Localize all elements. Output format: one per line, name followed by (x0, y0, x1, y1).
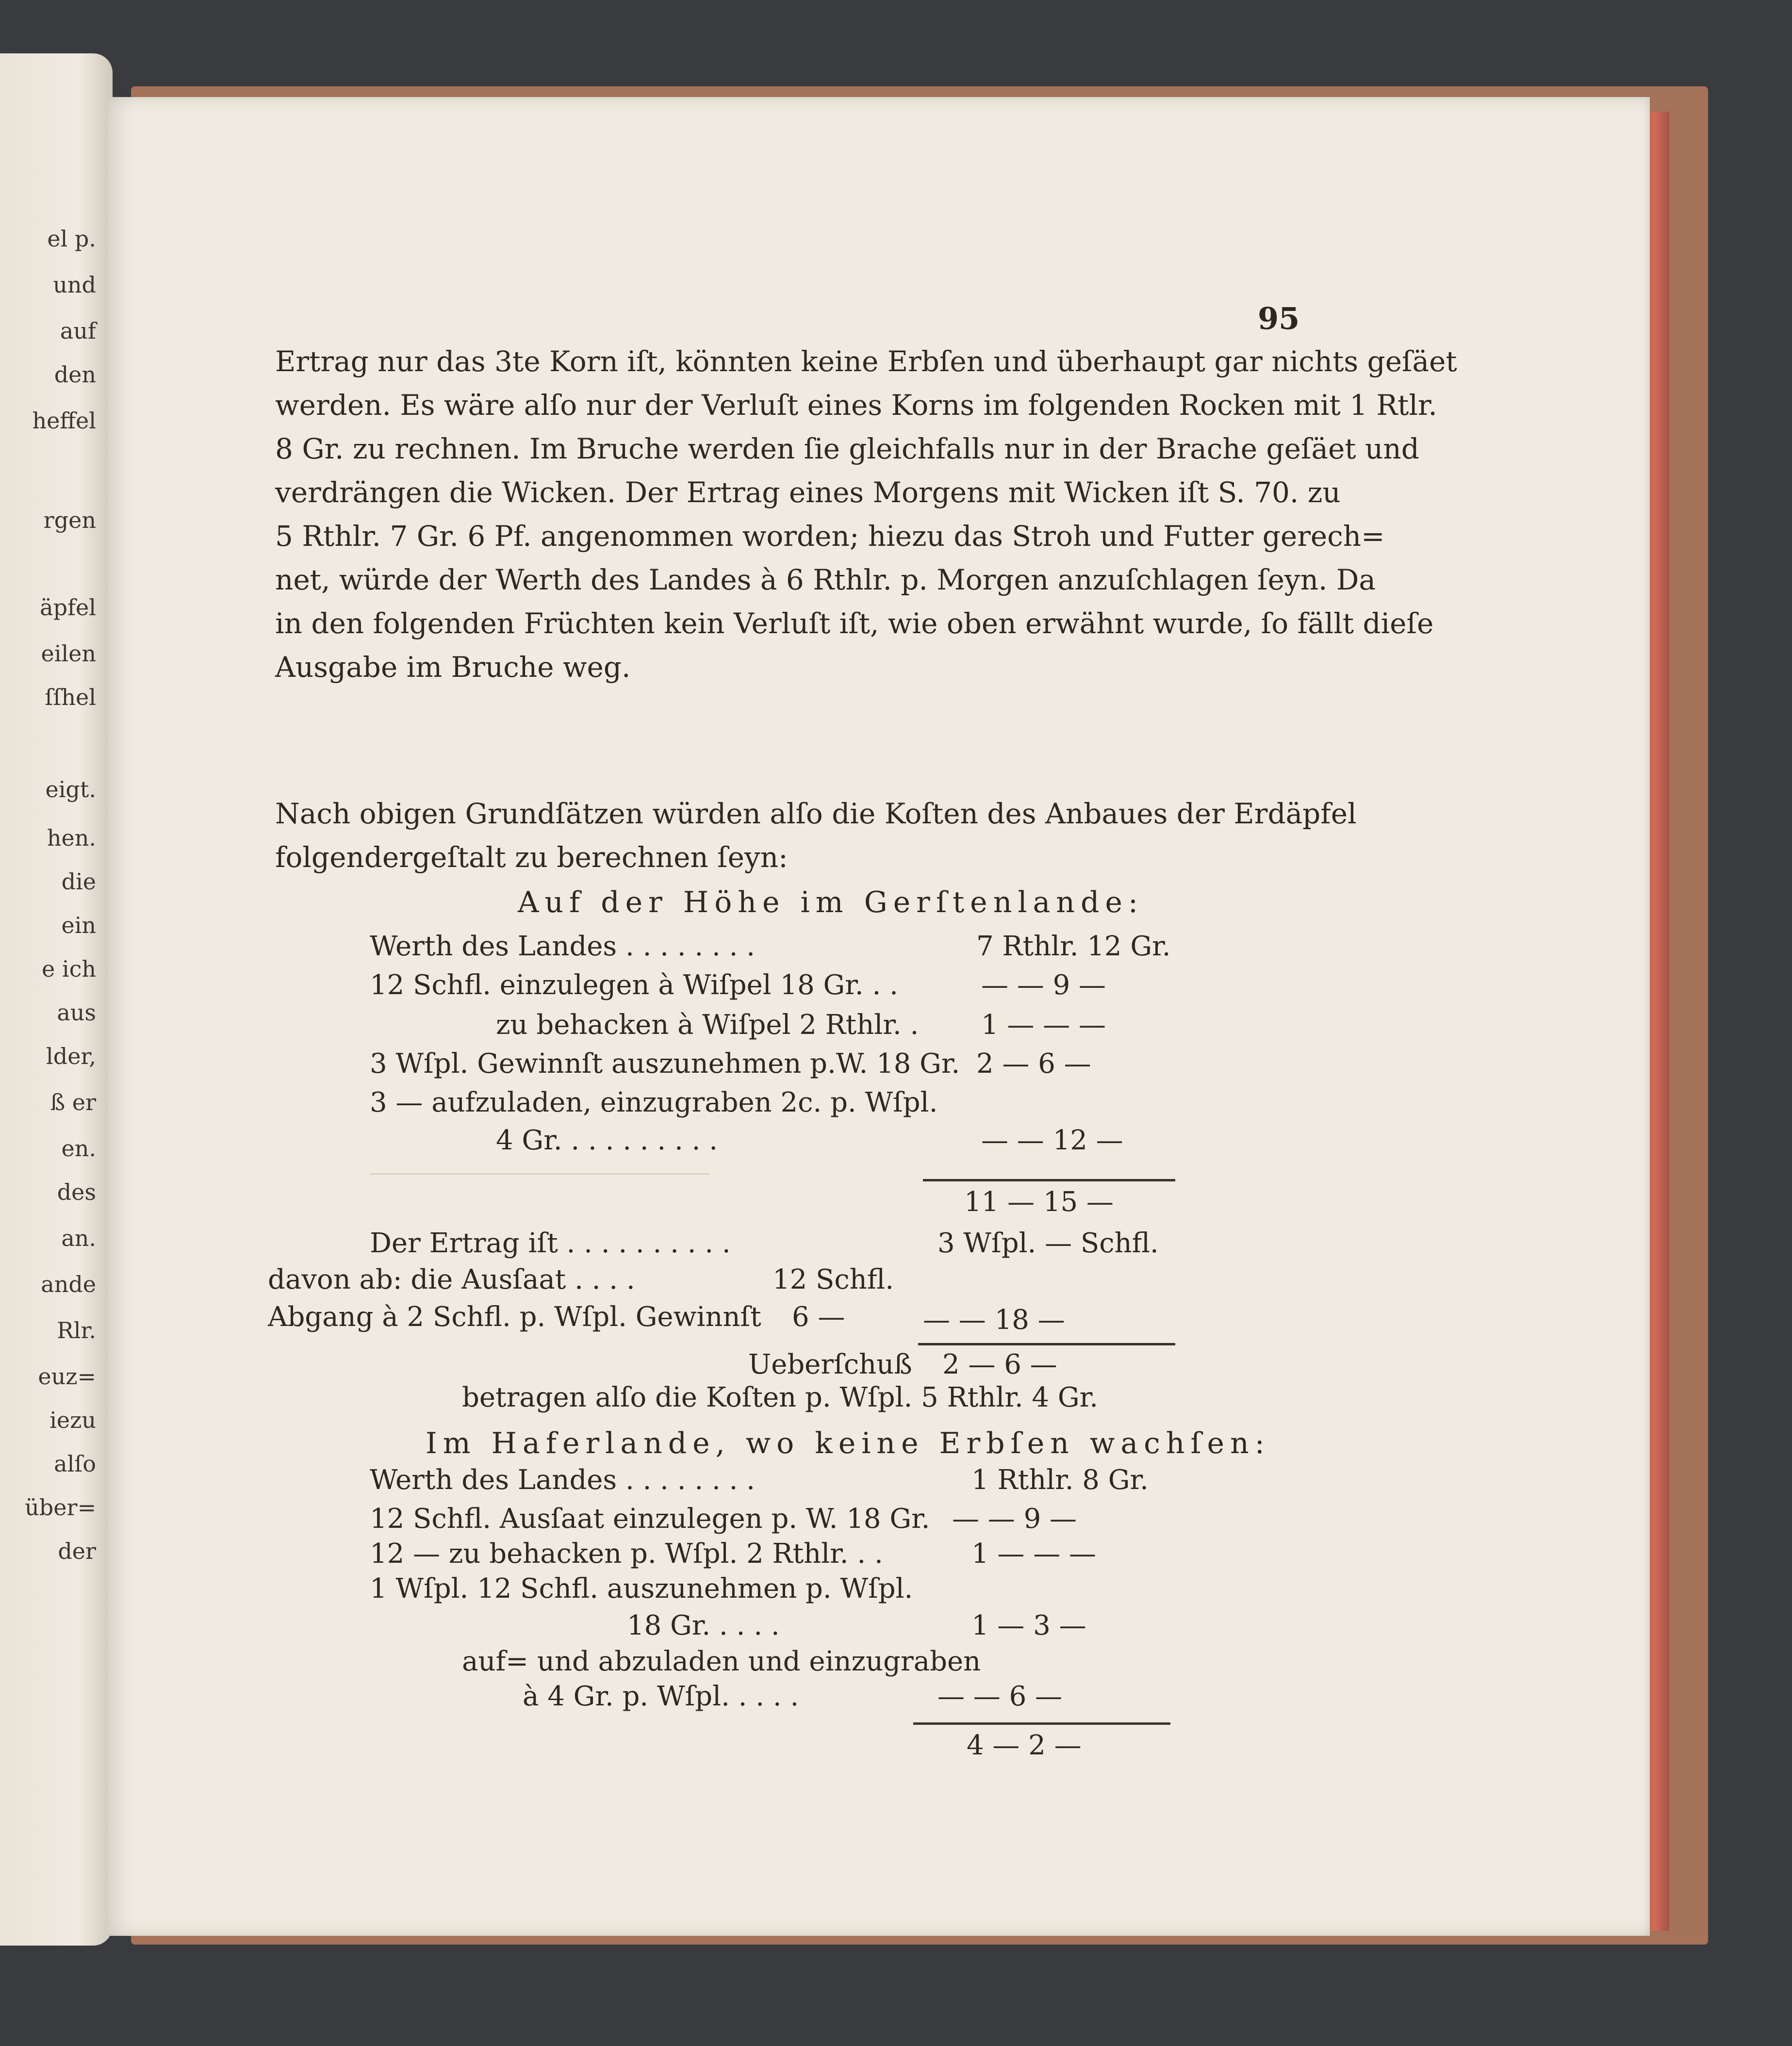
s1-row1-label: Werth des Landes . . . . . . . . (370, 931, 755, 962)
s1-row6-label: 4 Gr. . . . . . . . . . (496, 1125, 718, 1156)
left-page-fragment: auf (60, 318, 96, 344)
left-page-fragment: und (53, 272, 96, 298)
s1-deduct-label: davon ab: die Ausſaat . . . . (268, 1264, 635, 1295)
s1-row4-value: 2 — 6 — (976, 1048, 1091, 1080)
s2-total: 4 — 2 — (967, 1730, 1082, 1761)
s1-loss-label: Abgang à 2 Schfl. p. Wſpl. Gewinnſt (268, 1301, 761, 1333)
s2-row4-label: 1 Wſpl. 12 Schfl. auszunehmen p. Wſpl. (370, 1573, 913, 1604)
text-line: verdrängen die Wicken. Der Ertrag eines Morgens mit Wicken iſt S. 70. zu (275, 476, 1341, 509)
left-page-fragment: ein (61, 912, 96, 938)
s1-surplus-rule (918, 1343, 1175, 1345)
s1-yield-value: 3 Wſpl. — Schfl. (937, 1228, 1159, 1259)
left-page-fragment: äpfel (40, 594, 96, 621)
s2-row5-value: 1 — 3 — (971, 1610, 1086, 1641)
s2-row3-label: 12 — zu behacken p. Wſpl. 2 Rthlr. . . (370, 1538, 883, 1570)
left-page-fragment: rgen (43, 507, 96, 533)
s1-row2-label: 12 Schfl. einzulegen à Wiſpel 18 Gr. . . (370, 969, 898, 1001)
s2-sum-rule (913, 1722, 1170, 1725)
s2-row7-label: à 4 Gr. p. Wſpl. . . . . (523, 1681, 799, 1712)
left-page (0, 53, 113, 1946)
s1-row3-value: 1 — — — (981, 1009, 1106, 1041)
s1-loss-mid: 6 — (792, 1301, 845, 1333)
left-page-fragment: eilen (41, 640, 96, 667)
left-page-fragment: hen. (47, 825, 96, 851)
text-line: Ertrag nur das 3te Korn iſt, könnten keine Erbſen und überhaupt gar nichts geſäet (275, 345, 1457, 378)
left-page-fragment: e ich (42, 956, 96, 982)
left-page-fragment: über= (25, 1494, 96, 1521)
text-line: Ausgabe im Bruche weg. (275, 651, 631, 684)
text-line: net, würde der Werth des Landes à 6 Rthlr. p. Morgen anzuſchlagen ſeyn. Da (275, 563, 1376, 596)
text-line: Nach obigen Grundſätzen würden alſo die Koſten des Anbaues der Erdäpfel (275, 797, 1357, 830)
page-number: 95 (1258, 301, 1300, 336)
s1-loss-value: — — 18 — (923, 1304, 1065, 1336)
s1-total: 11 — 15 — (964, 1186, 1114, 1218)
left-page-fragment: ande (41, 1271, 96, 1297)
paragraph-1 (275, 340, 1457, 689)
s1-surplus-value: 2 — 6 — (942, 1349, 1057, 1380)
text-line: 5 Rthlr. 7 Gr. 6 Pf. angenommen worden; hiezu das Stroh und Futter gerech= (275, 520, 1385, 553)
s1-cost-line: betragen alſo die Koſten p. Wſpl. 5 Rthlr. 4 Gr. (462, 1382, 1098, 1413)
left-page-fragment: die (61, 868, 96, 895)
faint-rule (370, 1173, 709, 1175)
text-line: in den folgenden Früchten kein Verluſt iſt, wie oben erwähnt wurde, ſo fällt dieſe (275, 607, 1434, 640)
s1-sum-rule (923, 1179, 1175, 1181)
s2-row2-label: 12 Schfl. Ausſaat einzulegen p. W. 18 Gr. (370, 1503, 930, 1535)
left-page-fragment: Rlr. (57, 1317, 96, 1343)
left-page-fragment: an. (61, 1225, 96, 1251)
s2-row7-value: — — 6 — (937, 1681, 1063, 1712)
paragraph-2 (275, 792, 1413, 879)
text-line: 8 Gr. zu rechnen. Im Bruche werden ſie gleichfalls nur in der Brache geſäet und (275, 432, 1419, 465)
s2-row5-label: 18 Gr. . . . . (627, 1610, 780, 1641)
section1-heading: Auf der Höhe im Gerſtenlande: (518, 885, 1144, 919)
s1-row5-label: 3 — aufzuladen, einzugraben 2c. p. Wſpl. (370, 1087, 938, 1118)
book-page (108, 97, 1650, 1936)
s2-row2-value: — — 9 — (952, 1503, 1077, 1535)
left-page-fragment: aus (57, 999, 96, 1026)
s1-row2-value: — — 9 — (981, 969, 1106, 1001)
s1-row6-value: — — 12 — (981, 1125, 1123, 1156)
left-page-fragment: eigt. (45, 776, 96, 802)
s2-row6-label: auf= und abzuladen und einzugraben (462, 1646, 981, 1677)
left-page-fragment: en. (61, 1135, 96, 1162)
left-page-fragment: euz= (38, 1363, 96, 1390)
s1-row4-label: 3 Wſpl. Gewinnſt auszunehmen p.W. 18 Gr. (370, 1048, 960, 1080)
text-line: werden. Es wäre alſo nur der Verluſt eines Korns im folgenden Rocken mit 1 Rtlr. (275, 389, 1437, 422)
left-page-fragment: ß er (50, 1089, 96, 1115)
s2-row1-value: 1 Rthlr. 8 Gr. (971, 1464, 1149, 1496)
left-page-fragment: den (54, 361, 96, 388)
s2-row3-value: 1 — — — (971, 1538, 1097, 1570)
s1-row3-label: zu behacken à Wiſpel 2 Rthlr. . (496, 1009, 919, 1041)
s1-row1-value: 7 Rthlr. 12 Gr. (976, 931, 1171, 962)
s1-yield-label: Der Ertrag iſt . . . . . . . . . . (370, 1228, 731, 1259)
left-page-fragment: el p. (47, 226, 96, 252)
s2-row1-label: Werth des Landes . . . . . . . . (370, 1464, 755, 1496)
section2-heading: Im Haferlande, wo keine Erbſen wachſen: (426, 1426, 1270, 1460)
s1-deduct-value: 12 Schfl. (773, 1264, 894, 1295)
s1-surplus-label: Ueberſchuß (748, 1349, 912, 1380)
left-page-fragment: alſo (54, 1451, 96, 1477)
left-page-fragment: lder, (46, 1043, 96, 1069)
text-line: folgendergeſtalt zu berechnen ſeyn: (275, 841, 788, 874)
left-page-fragment: des (57, 1179, 96, 1205)
left-page-fragment: heffel (32, 408, 96, 434)
left-page-fragment: iezu (49, 1407, 96, 1433)
left-page-fragment: der (58, 1538, 96, 1564)
left-page-fragment: ſſhel (45, 684, 96, 710)
